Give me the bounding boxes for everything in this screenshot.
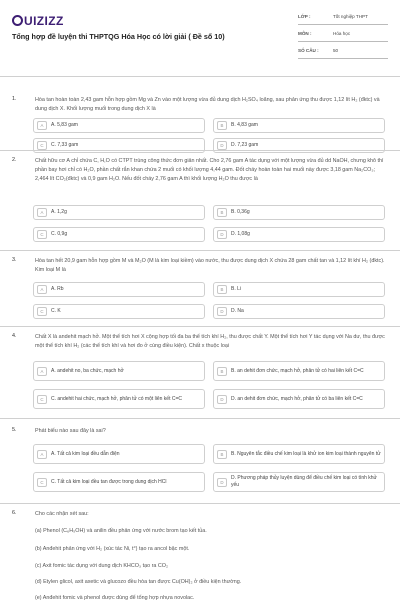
option-text: D. 1,08g	[231, 231, 250, 237]
question-text: Chất hữu cơ A chỉ chứa C, H,O có CTPT trùng công thức đơn giản nhất. Cho 2,76 gam A tác dụng với một lượng vừa đủ dd NaOH, chưng khô thì phần bay hơi chỉ có H₂O, phần chất rắn khan chứa 2 muối có khối lượng 4,44 gam. Đốt cháy hoàn toàn hai muối này được 3,18 gam Na₂CO₃; 2,464 lít CO₂(đktc) và 0,9 gam H₂O. Nếu đốt cháy 2,76 gam A thì khối lượng H₂O thu được là	[35, 158, 384, 182]
question-number: 2.	[12, 157, 17, 163]
option-text: B. Li	[231, 286, 242, 292]
option-letter: A	[37, 367, 47, 376]
option-text: B. Nguyên tắc điều chế kim loại là khử ion kim loại thành nguyên tử	[231, 450, 381, 457]
option-text: C. andehit hai chức, mạch hở, phân tử có một liên kết C=C	[51, 395, 183, 402]
statement-b: (b) Anđehit phản ứng với H₂ (xúc tác Ni, t°) tạo ra ancol bậc một.	[35, 546, 190, 552]
question-divider	[0, 503, 400, 504]
option-text: D. Phương pháp thủy luyện dùng để điều chế kim loại có tính khử yếu	[231, 475, 377, 488]
statement-d: (d) Etylen glicol, axit axetic và glucozo đều hòa tan được Cu(OH)₂ ở điều kiện thường.	[35, 579, 242, 585]
option-letter: B	[217, 367, 227, 376]
option-text: A. 1,2g	[51, 209, 67, 215]
option-text: B. 4,83 gam	[231, 122, 258, 128]
option-a[interactable]	[33, 282, 205, 297]
statement-e: (e) Anđehit fomic và phenol được dùng để tổng hợp nhựa novolac.	[35, 595, 195, 600]
option-text: C. Tất cả kim loại đều tan được trong dung dịch HCl	[51, 478, 167, 485]
option-text: A. Rb	[51, 286, 64, 292]
question-number: 6.	[12, 510, 17, 516]
meta-row-count	[298, 42, 388, 59]
option-text: D. an dehit đơn chức, mạch hở, phân tử có ba liên kết C=C	[231, 395, 363, 402]
logo-q-icon	[12, 15, 23, 26]
statement-a: (a) Phenol (C₆H₅OH) và anilin đều phản ứng với nước brom tạo kết tủa.	[35, 528, 207, 534]
option-d[interactable]	[213, 472, 385, 492]
option-letter: B	[217, 450, 227, 459]
document-title: Tổng hợp đề luyện thi THPTQG Hóa Học có lời giải ( Đề số 10)	[12, 32, 225, 41]
option-letter: B	[217, 208, 227, 217]
meta-key: LỚP :	[298, 13, 311, 19]
option-text: C. 0,9g	[51, 231, 68, 237]
option-letter: C	[37, 141, 47, 150]
logo-text: UIZIZZ	[24, 14, 64, 28]
option-text: D. Na	[231, 308, 244, 314]
option-a[interactable]	[33, 444, 205, 464]
meta-key: SỐ CÂU :	[298, 47, 319, 53]
option-text: A. Tất cả kim loại đều dẫn điện	[51, 450, 120, 457]
meta-value: Hóa học	[333, 30, 351, 36]
option-a[interactable]	[33, 118, 205, 133]
header-divider	[0, 76, 400, 77]
option-c[interactable]	[33, 227, 205, 242]
question-number: 5.	[12, 427, 17, 433]
option-text: B. an dehit đơn chức, mạch hở, phân tử có hai liên kết C=C	[231, 367, 364, 374]
option-letter: A	[37, 450, 47, 459]
option-b[interactable]	[213, 118, 385, 133]
meta-value: 50	[333, 47, 339, 53]
option-text: A. andehit no, ba chức, mạch hở	[51, 367, 124, 374]
option-letter: D	[217, 230, 227, 239]
meta-key: MÔN :	[298, 30, 312, 36]
meta-row-subject	[298, 25, 388, 42]
meta-value: Tốt nghiệp THPT	[333, 13, 368, 19]
option-letter: B	[217, 285, 227, 294]
option-b[interactable]	[213, 205, 385, 220]
option-d[interactable]	[213, 304, 385, 319]
option-text: C. K	[51, 308, 61, 314]
option-a[interactable]	[33, 205, 205, 220]
option-text: A. 5,83 gam	[51, 122, 78, 128]
option-d[interactable]	[213, 227, 385, 242]
option-letter: C	[37, 230, 47, 239]
option-b[interactable]	[213, 361, 385, 381]
question-text: Hòa tan hoàn toàn 2,43 gam hỗn hợp gồm Mg và Zn vào một lượng vừa đủ dung dịch H₂SO₄ loãng, sau phản ứng thu được 1,12 lít H₂ (đktc) và dung dịch X. Khối lượng muối trong dung dịch X là	[35, 97, 380, 112]
option-letter: A	[37, 121, 47, 130]
meta-box	[298, 8, 388, 59]
option-letter: A	[37, 285, 47, 294]
option-c[interactable]	[33, 304, 205, 319]
question-text: Hòa tan hết 20,9 gam hỗn hợp gồm M và M₂O (M là kim loại kiềm) vào nước, thu được dung dịch X chứa 28 gam chất tan và 1,12 lít khí H₂ (đktc). Kim loại M là	[35, 258, 385, 273]
option-letter: D	[217, 395, 227, 404]
statement-c: (c) Axit fomic tác dụng với dung dịch KHCO₃ tạo ra CO₂	[35, 563, 169, 569]
option-letter: B	[217, 121, 227, 130]
question-number: 3.	[12, 257, 17, 263]
question-number: 4.	[12, 333, 17, 339]
option-letter: C	[37, 478, 47, 487]
option-letter: D	[217, 307, 227, 316]
question-text: Chất X là andehit mạch hở. Một thể tích hơi X cộng hợp tối đa ba thể tích khí H₂, thu được chất Y. Một thể tích hơi Y tác dụng với Na dư, thu được một thể tích khí H₂ (các thể tích khí và hơi đo ở cùng điều kiện). Chất x thuộc loại	[35, 334, 385, 349]
option-text: B. 0,36g	[231, 209, 250, 215]
option-b[interactable]	[213, 444, 385, 464]
document-header	[0, 0, 400, 66]
question-divider	[0, 250, 400, 251]
option-letter: A	[37, 208, 47, 217]
question-number: 1.	[12, 96, 17, 102]
option-letter: C	[37, 307, 47, 316]
quizizz-logo	[12, 14, 64, 28]
option-letter: C	[37, 395, 47, 404]
question-divider	[0, 418, 400, 419]
option-c[interactable]	[33, 472, 205, 492]
option-letter: D	[217, 478, 227, 487]
option-c[interactable]	[33, 389, 205, 409]
question-text: Phát biểu nào sau đây là sai?	[35, 428, 106, 434]
question-divider	[0, 326, 400, 327]
question-text: Cho các nhận xét sau:	[35, 511, 89, 517]
option-b[interactable]	[213, 282, 385, 297]
option-a[interactable]	[33, 361, 205, 381]
option-d[interactable]	[213, 389, 385, 409]
option-text: D. 7,23 gam	[231, 142, 259, 148]
option-text: C. 7,33 gam	[51, 142, 79, 148]
meta-row-class	[298, 8, 388, 25]
option-letter: D	[217, 141, 227, 150]
question-divider	[0, 150, 400, 151]
